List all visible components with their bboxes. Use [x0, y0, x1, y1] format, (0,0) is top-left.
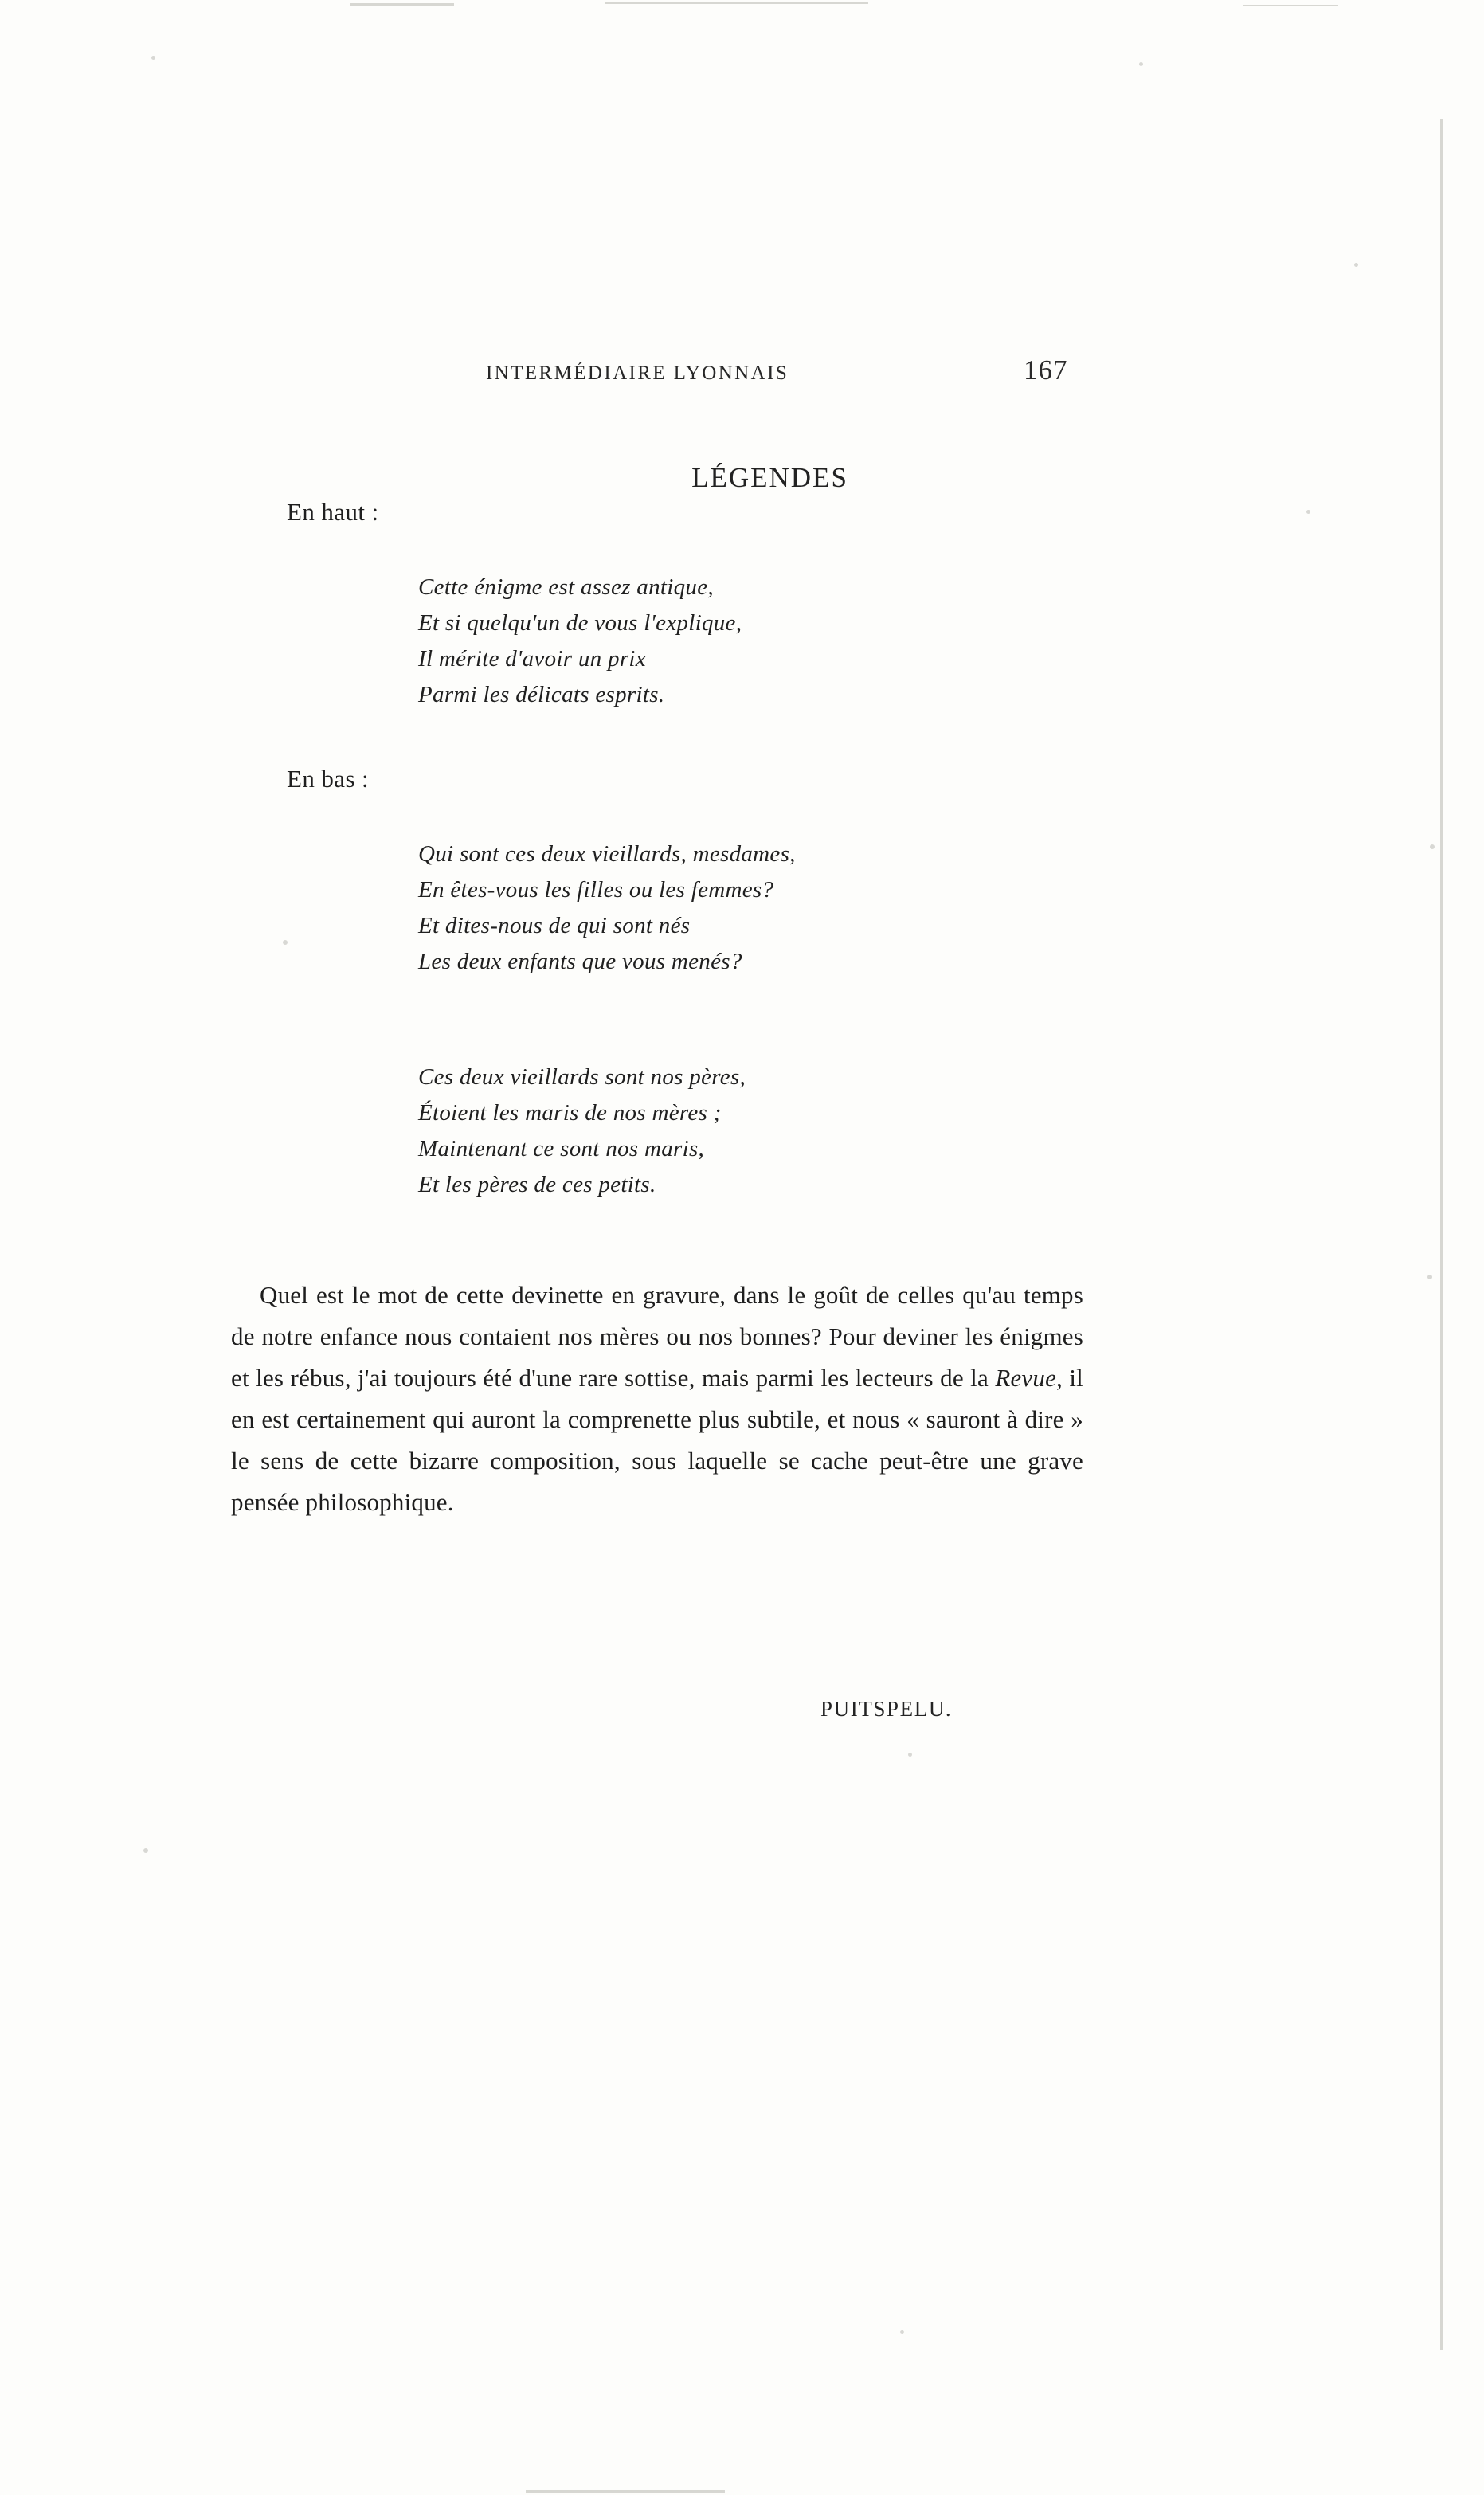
paragraph-text-part-two: , il en est certainement qui auront la comprenette plus subtile, et nous « sauront à dire » le sens de cette bizarre composition, sous laquelle se cache peut-être une grave pensée philosophique. — [231, 1364, 1083, 1516]
verse-line: Parmi les délicats esprits. — [418, 682, 665, 707]
author-signature: PUITSPELU. — [820, 1697, 953, 1721]
cue-label-top: En haut : — [287, 498, 379, 526]
scan-edge-artifact-top-mid — [605, 2, 868, 4]
verse-line: Maintenant ce sont nos maris, — [418, 1136, 705, 1161]
running-head-title: INTERMÉDIAIRE LYONNAIS — [486, 362, 789, 384]
scan-edge-artifact-top-left — [350, 3, 454, 6]
verse-line: Il mérite d'avoir un prix — [418, 646, 646, 672]
verse-line: En êtes-vous les filles ou les femmes? — [418, 877, 774, 903]
verse-line: Et les pères de ces petits. — [418, 1172, 656, 1197]
verse-line: Étoient les maris de nos mères ; — [418, 1100, 722, 1126]
verse-line: Les deux enfants que vous menés? — [418, 949, 742, 974]
body-paragraph — [231, 1275, 1083, 1523]
verse-line: Ces deux vieillards sont nos pères, — [418, 1064, 746, 1090]
scan-edge-artifact-right-margin — [1440, 119, 1443, 2350]
scan-speck — [1139, 62, 1143, 66]
section-heading — [0, 462, 1484, 494]
paragraph-italic-revue: Revue — [995, 1364, 1057, 1392]
verse-line: Qui sont ces deux vieillards, mesdames, — [418, 841, 796, 867]
scan-speck — [900, 2330, 904, 2334]
scan-speck — [1427, 1275, 1432, 1279]
scan-speck — [1354, 263, 1358, 267]
verse-block-third — [418, 1059, 746, 1203]
scan-edge-artifact-top-right — [1243, 5, 1338, 6]
running-head — [486, 354, 1123, 386]
verse-block-first — [418, 570, 742, 713]
verse-line: Et si quelqu'un de vous l'explique, — [418, 610, 742, 636]
scan-speck — [1306, 510, 1310, 514]
scan-speck — [143, 1848, 148, 1853]
scan-edge-artifact-bottom — [526, 2490, 725, 2493]
scan-speck — [1430, 844, 1435, 849]
page-number: 167 — [1024, 354, 1068, 386]
verse-block-second — [418, 836, 796, 980]
verse-line: Cette énigme est assez antique, — [418, 574, 714, 600]
scan-speck — [283, 940, 288, 945]
scan-speck — [908, 1753, 912, 1757]
section-heading-text: LÉGENDES — [691, 462, 848, 493]
scan-speck — [151, 56, 155, 60]
verse-line: Et dites-nous de qui sont nés — [418, 913, 691, 938]
cue-label-bottom: En bas : — [287, 765, 370, 793]
paragraph-text-part-one: Quel est le mot de cette devinette en gravure, dans le goût de celles qu'au temps de notre enfance nous contaient nos mères ou nos bonnes? Pour deviner les énigmes et les rébus, j'ai toujours été d'une rare sottise, mais parmi les lecteurs de la — [231, 1281, 1083, 1392]
